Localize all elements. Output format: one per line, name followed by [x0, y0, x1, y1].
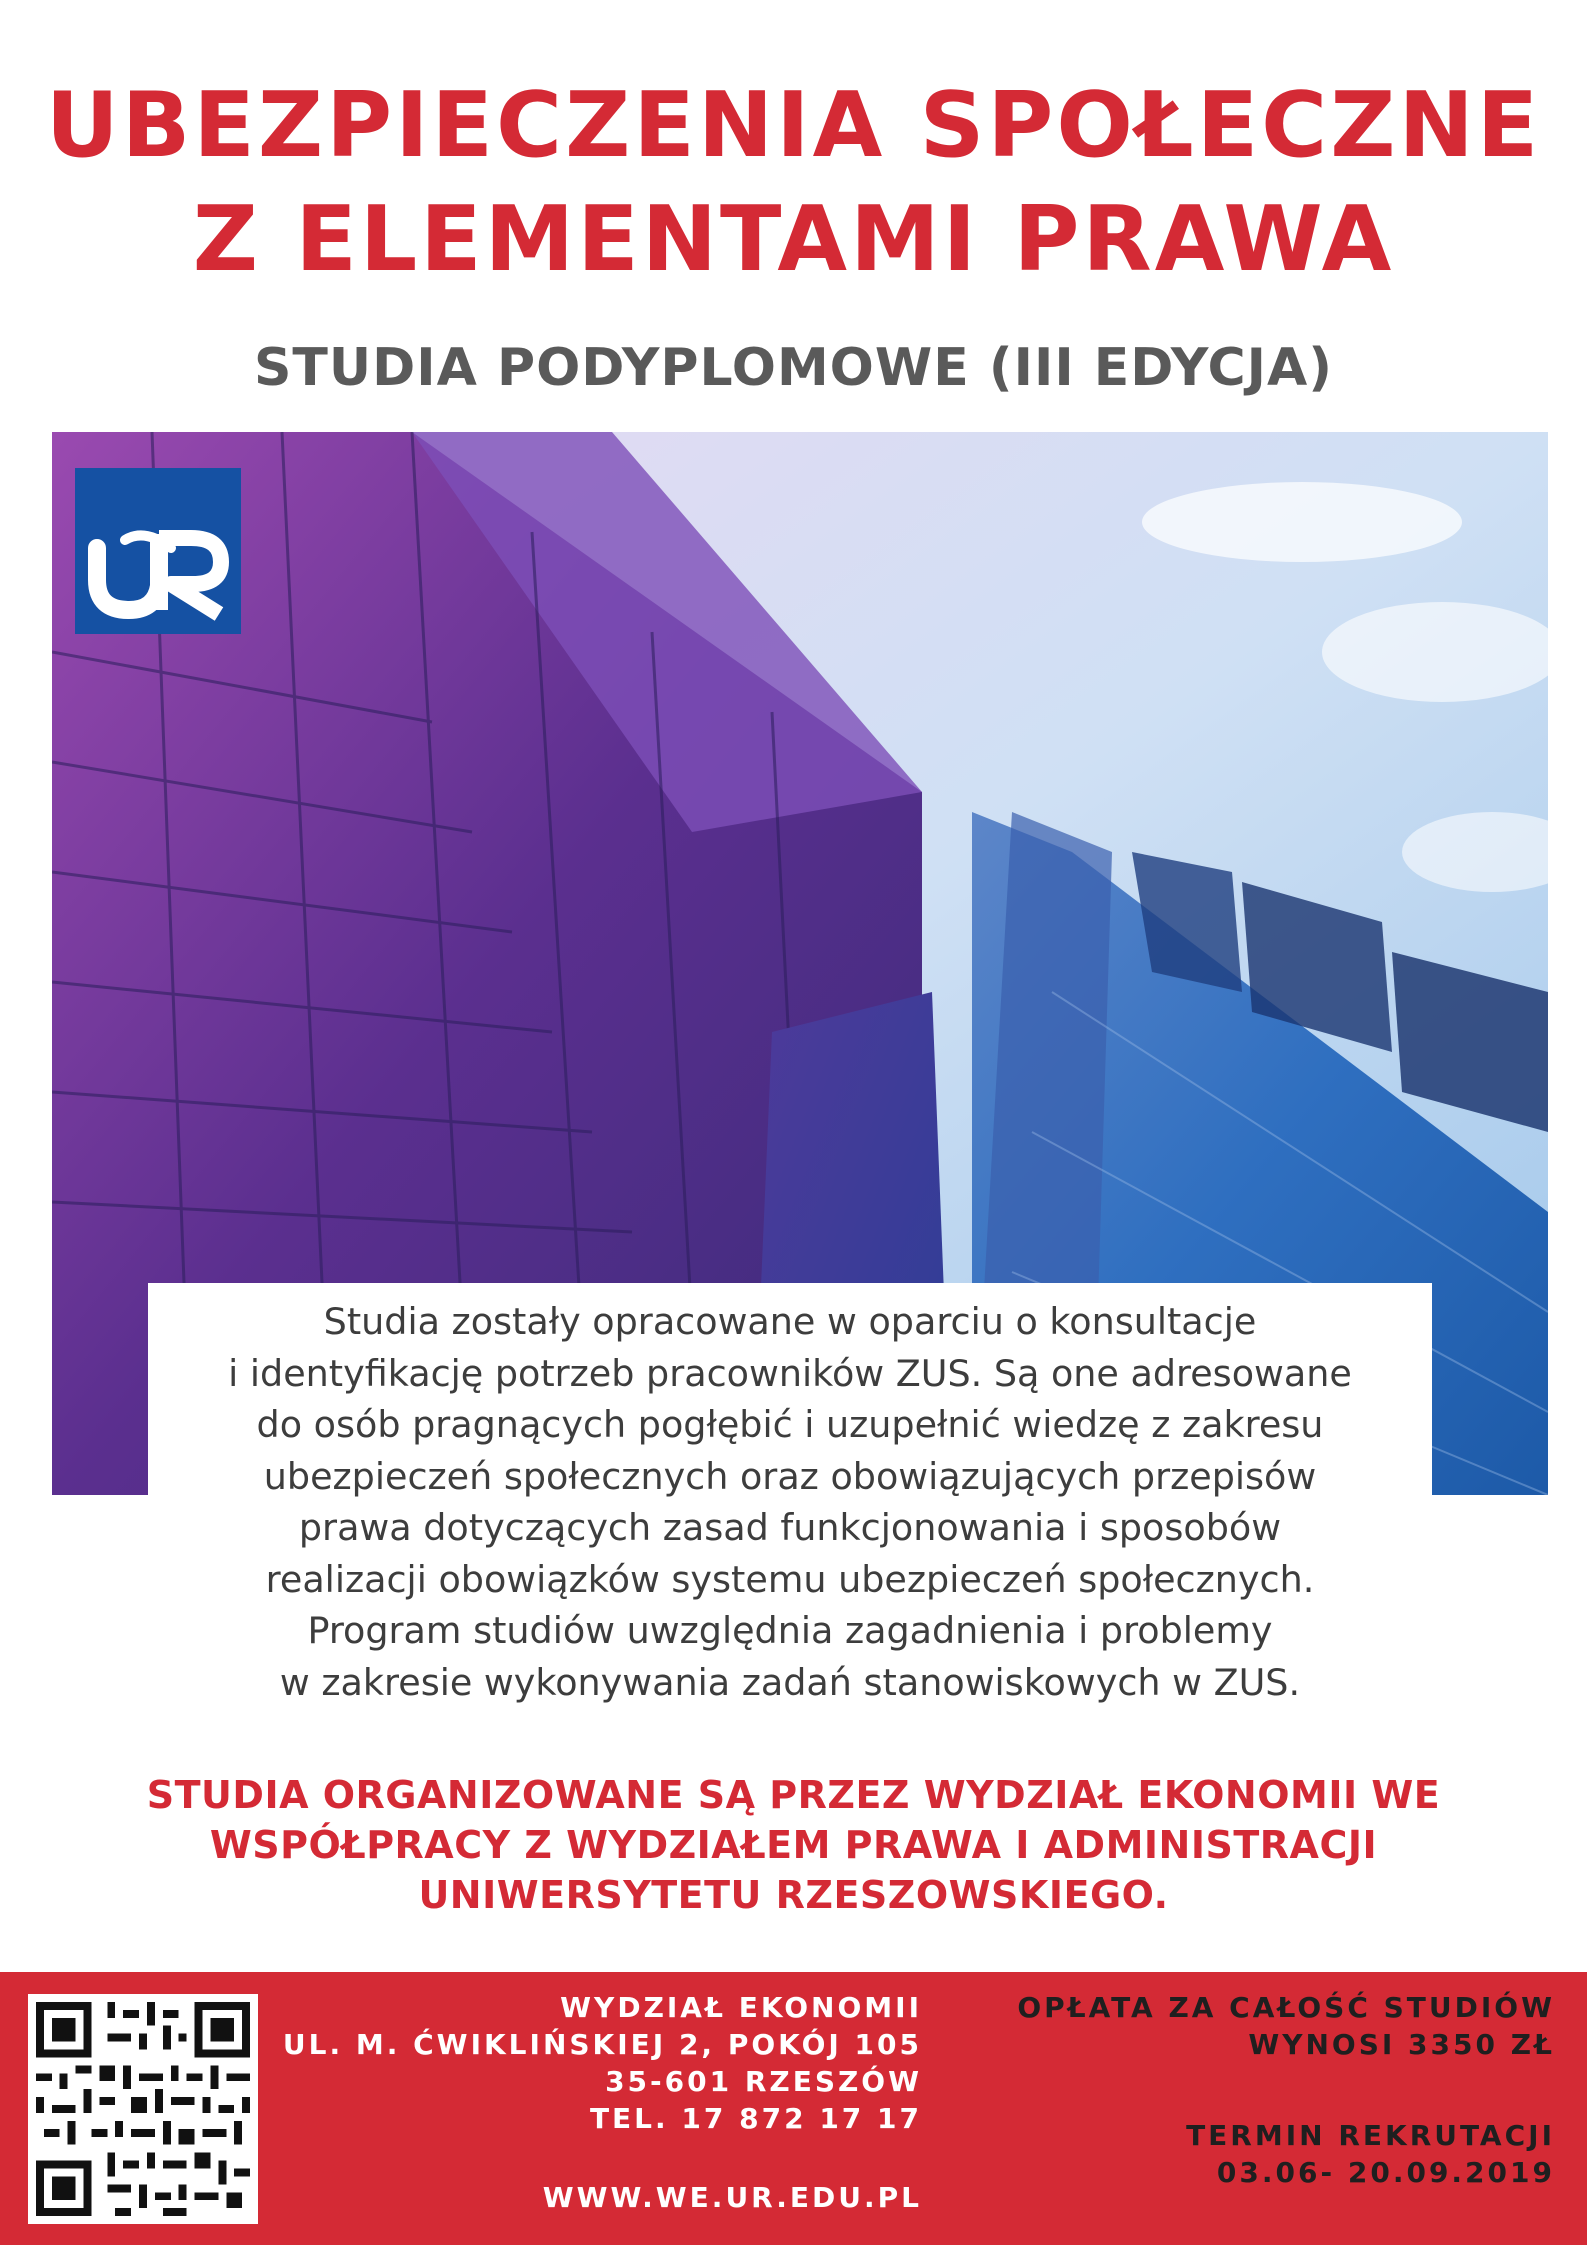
description-line: prawa dotyczących zasad funkcjonowania i sposobów — [298, 1506, 1282, 1549]
university-logo — [75, 468, 241, 634]
description-line: realizacji obowiązków systemu ubezpieczeń społecznych. — [265, 1557, 1315, 1601]
recruitment-line: 03.06- 20.09.2019 — [1216, 2156, 1555, 2189]
organizer-line: UNIWERSYTETU RZESZOWSKIEGO. — [418, 1873, 1169, 1917]
address-line-phone[interactable]: TEL. 17 872 17 17 — [589, 2102, 922, 2135]
organizer-line: WSPÓŁPRACY Z WYDZIAŁEM PRAWA I ADMINISTRACJI — [209, 1823, 1378, 1867]
description-line: do osób pragnących pogłębić i uzupełnić wiedzę z zakresu — [256, 1403, 1324, 1446]
address-line-faculty: WYDZIAŁ EKONOMII — [560, 1991, 922, 2024]
recruitment-line: TERMIN REKRUTACJI — [1186, 2119, 1555, 2152]
website-link[interactable]: WWW.WE.UR.EDU.PL — [542, 2181, 922, 2214]
tuition-fee-info — [1017, 1989, 1555, 2063]
page-subtitle: STUDIA PODYPLOMOWE (III EDYCJA) — [253, 338, 1334, 398]
ur-logo-icon — [75, 468, 241, 634]
description-line: Studia zostały opracowane w oparciu o konsultacje — [323, 1300, 1257, 1343]
fee-line: OPŁATA ZA CAŁOŚĆ STUDIÓW — [1017, 1991, 1555, 2024]
page-title-line-2: Z ELEMENTAMI PRAWA — [192, 187, 1395, 292]
organizer-note — [0, 1770, 1587, 1920]
recruitment-period-info — [1186, 2117, 1555, 2191]
address-line-street: UL. M. ĆWIKLIŃSKIEJ 2, POKÓJ 105 — [282, 2028, 922, 2061]
description-line: i identyfikację potrzeb pracowników ZUS. Są one adresowane — [228, 1351, 1352, 1395]
description-line: Program studiów uwzględnia zagadnienia i problemy — [307, 1609, 1273, 1652]
description-line: ubezpieczeń społecznych oraz obowiązujących przepisów — [263, 1454, 1317, 1498]
faculty-address — [283, 1989, 922, 2137]
description-line: w zakresie wykonywania zadań stanowiskowych w ZUS. — [279, 1660, 1301, 1704]
fee-line: WYNOSI 3350 ZŁ — [1248, 2028, 1555, 2061]
description-text — [148, 1296, 1432, 1708]
address-line-city: 35-601 RZESZÓW — [605, 2065, 922, 2098]
qr-code-icon — [28, 1994, 258, 2224]
page-title-line-1: UBEZPIECZENIA SPOŁECZNE — [45, 73, 1542, 178]
qr-code-box[interactable] — [28, 1994, 258, 2224]
organizer-line: STUDIA ORGANIZOWANE SĄ PRZEZ WYDZIAŁ EKONOMII WE — [146, 1773, 1441, 1817]
